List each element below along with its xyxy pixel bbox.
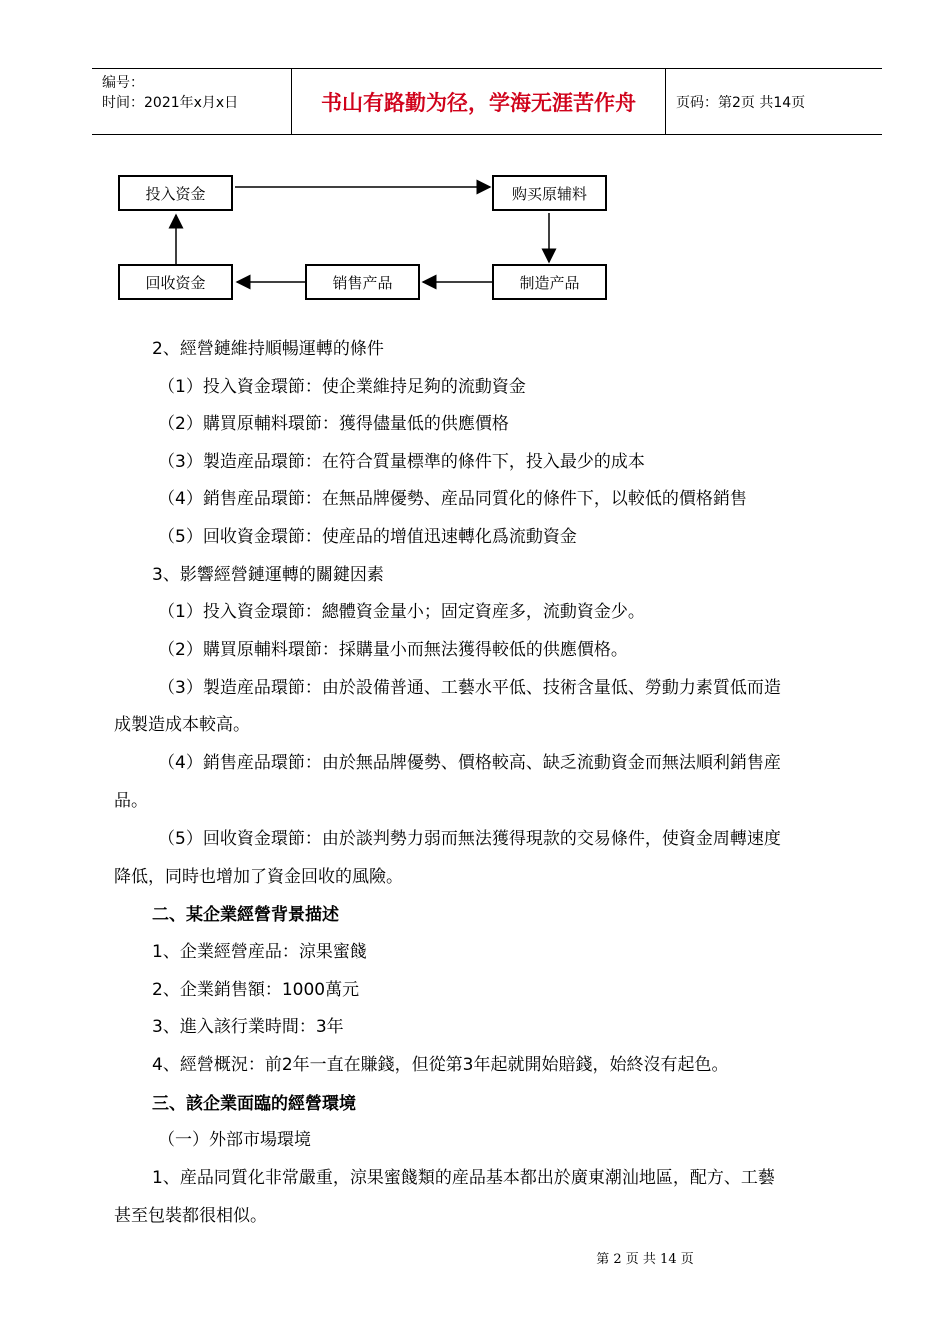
page-footer: 第 2 页 共 14 页 [596, 1252, 694, 1267]
header-page-info: 页码：第2页 共14页 [676, 94, 806, 111]
text-line: （1）投入資金環節：使企業維持足夠的流動資金 [158, 377, 526, 397]
section-heading: 二、某企業經營背景描述 [152, 905, 339, 925]
text-line: 4、經營概況：前2年一直在賺錢，但從第3年起就開始賠錢，始終沒有起色。 [152, 1055, 729, 1075]
box-manufacture: 制造产品 [492, 264, 607, 300]
text-line: （2）購買原輔料環節：獲得儘量低的供應價格 [158, 414, 509, 434]
text-line: （1）投入資金環節：總體資金量小；固定資産多，流動資金少。 [158, 602, 645, 622]
box-invest-capital: 投入资金 [118, 175, 233, 211]
text-line: 2、經營鏈維持順暢運轉的條件 [152, 339, 384, 359]
text-line: （5）回收資金環節：由於談判勢力弱而無法獲得現款的交易條件，使資金周轉速度 [158, 829, 781, 849]
text-line: （5）回收資金環節：使産品的增值迅速轉化爲流動資金 [158, 527, 577, 547]
text-line: 甚至包裝都很相似。 [114, 1206, 267, 1226]
text-line: 降低，同時也增加了資金回收的風險。 [114, 867, 403, 887]
text-line: 3、進入該行業時間：3年 [152, 1017, 344, 1037]
text-line: 1、産品同質化非常嚴重，涼果蜜餞類的産品基本都出於廣東潮汕地區，配方、工藝 [152, 1168, 775, 1188]
header-motto: 书山有路勤为径，学海无涯苦作舟 [292, 69, 666, 134]
number-label: 编号： [102, 75, 144, 91]
box-buy-materials: 购买原辅料 [492, 175, 607, 211]
text-line: 2、企業銷售額：1000萬元 [152, 980, 360, 1000]
text-line: （2）購買原輔料環節：採購量小而無法獲得較低的供應價格。 [158, 640, 628, 660]
text-line: 1、企業經營産品：涼果蜜餞 [152, 942, 367, 962]
text-line: （3）製造産品環節：在符合質量標準的條件下，投入最少的成本 [158, 452, 645, 472]
box-recover-capital: 回收资金 [118, 264, 233, 300]
text-line: （一）外部市場環境 [158, 1130, 311, 1150]
text-line: （4）銷售産品環節：在無品牌優勢、産品同質化的條件下，以較低的價格銷售 [158, 489, 747, 509]
text-line: （4）銷售産品環節：由於無品牌優勢、價格較高、缺乏流動資金而無法順利銷售産 [158, 753, 781, 773]
text-line: 成製造成本較高。 [114, 715, 250, 735]
time-label: 时间：2021年x月x日 [102, 95, 239, 111]
text-line: （3）製造産品環節：由於設備普通、工藝水平低、技術含量低、勞動力素質低而造 [158, 678, 781, 698]
flow-diagram [0, 0, 950, 320]
section-heading: 三、該企業面臨的經營環境 [152, 1094, 356, 1114]
text-line: 3、影響經營鏈運轉的關鍵因素 [152, 565, 384, 585]
box-sell-products: 销售产品 [305, 264, 420, 300]
text-line: 品。 [114, 791, 148, 811]
